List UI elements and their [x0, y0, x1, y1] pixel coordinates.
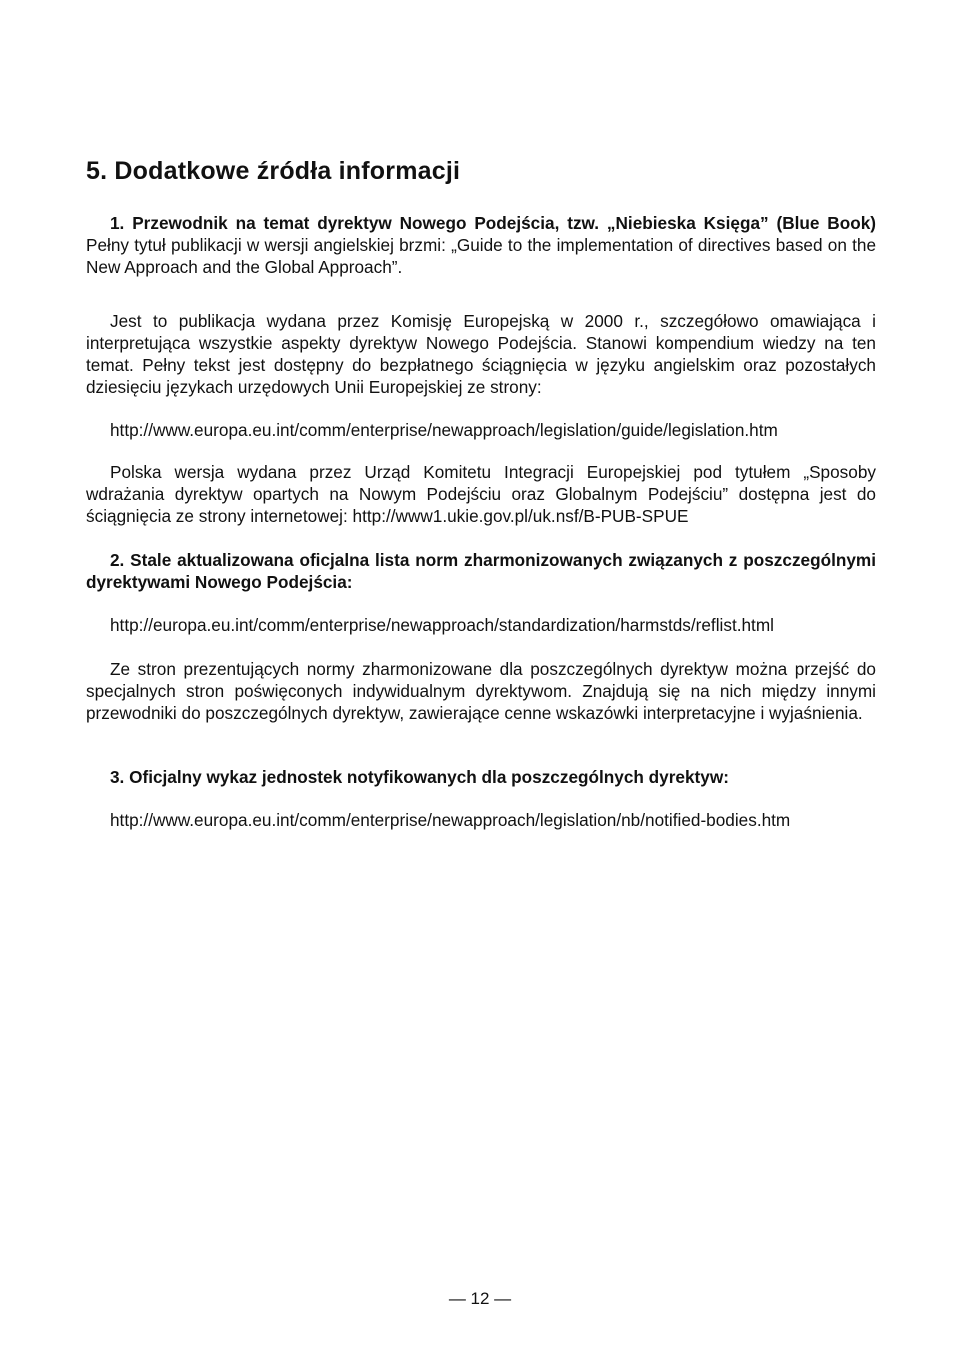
polish-version-paragraph [86, 461, 876, 527]
item-2-description-text: Ze stron prezentujących normy zharmonizowane dla poszczególnych dyrektyw można przejść do specjalnych stron poświęconych indywidualnym dyrektywom. Znajdują się na nich między innymi przewodniki do poszczególnych dyrektyw, zawierające cenne wskazówki interpretacyjne i wyjaśnienia. [86, 659, 876, 723]
item-1-text: Pełny tytuł publikacji w wersji angielskiej brzmi: „Guide to the implementation of directives based on the New Approach and the Global Approach”. [86, 235, 876, 277]
item-3-heading: 3. Oficjalny wykaz jednostek notyfikowanych dla poszczególnych dyrektyw: [110, 767, 729, 787]
item-2-heading-paragraph [86, 549, 876, 593]
item-1-paragraph [86, 212, 876, 278]
page-number: — 12 — [448, 1289, 512, 1308]
item-2-heading: 2. Stale aktualizowana oficjalna lista norm zharmonizowanych związanych z poszczególnymi dyrektywami Nowego Podejścia: [86, 550, 876, 592]
item-1-heading: 1. Przewodnik na temat dyrektyw Nowego Podejścia, tzw. „Niebieska Księga” (Blue Book) [110, 213, 876, 233]
item-2-description [86, 658, 876, 724]
legislation-guide-link[interactable]: http://www.europa.eu.int/comm/enterprise/newapproach/legislation/guide/legislation.htm [110, 420, 778, 440]
item-1-description [86, 310, 876, 398]
item-1-description-text: Jest to publikacja wydana przez Komisję Europejską w 2000 r., szczegółowo omawiająca i interpretująca wszystkie aspekty dyrektyw Nowego Podejścia. Stanowi kompendium wiedzy na ten temat. Pełny tekst jest dostępny do bezpłatnego ściągnięcia w języku angielskim oraz pozostałych dziesięciu językach urzędowych Unii Europejskiej ze strony: [86, 311, 876, 397]
notified-bodies-link[interactable]: http://www.europa.eu.int/comm/enterprise/newapproach/legislation/nb/notified-bodies.htm [110, 810, 791, 830]
harmonized-standards-link[interactable]: http://europa.eu.int/comm/enterprise/newapproach/standardization/harmstds/reflist.html [110, 615, 774, 635]
item-3-heading-paragraph [86, 766, 876, 788]
section-title: 5. Dodatkowe źródła informacji [86, 157, 461, 185]
polish-version-text: Polska wersja wydana przez Urząd Komitetu Integracji Europejskiej pod tytułem „Sposoby wdrażania dyrektyw opartych na Nowym Podejściu oraz Globalnym Podejściu” dostępna jest do ściągnięcia ze strony internetowej: http://www1.ukie.gov.pl/uk.nsf/B-PUB-SPUE [86, 462, 876, 526]
